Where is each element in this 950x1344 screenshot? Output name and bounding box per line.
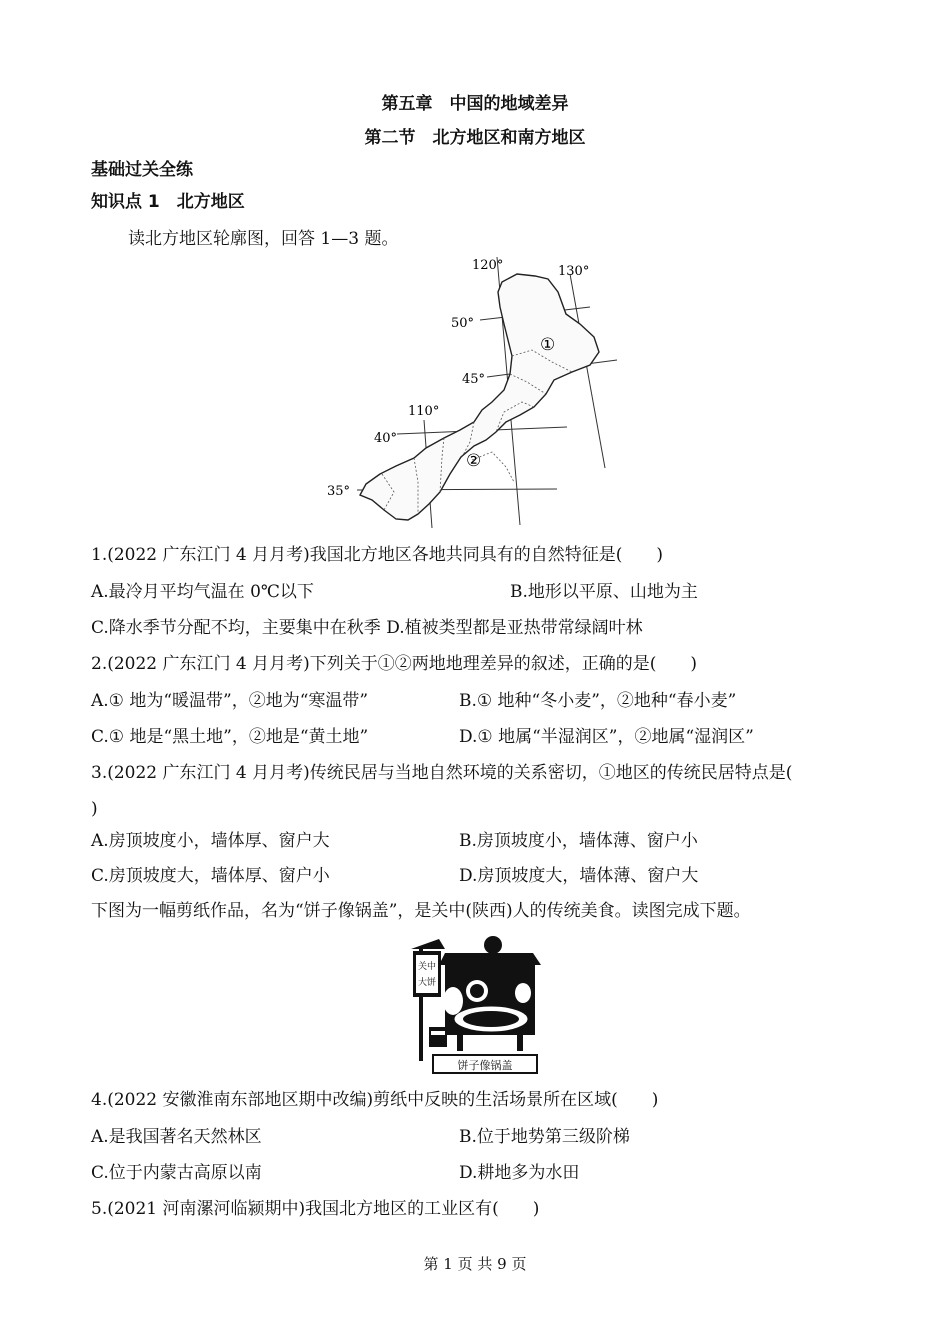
page-footer: 第 1 页 共 9 页 [423,1255,527,1273]
question-3-option-d: D.房顶坡度大，墙体薄、窗户大 [459,866,699,886]
question-3-option-b: B.房顶坡度小，墙体薄、窗户小 [459,831,698,851]
question-2-option-b: B.① 地种“冬小麦”，②地种“春小麦” [459,691,737,711]
papercut-intro: 下图为一幅剪纸作品，名为“饼子像锅盖”，是关中(陕西)人的传统美食。读图完成下题。 [91,901,751,921]
question-4-option-b: B.位于地势第三级阶梯 [459,1127,630,1147]
label-130-deg: 130° [558,264,590,279]
section-title: 第二节 北方地区和南方地区 [364,128,586,148]
question-4-stem: 4.(2022 安徽淮南东部地区期中改编)剪纸中反映的生活场景所在区域( ) [91,1090,659,1110]
region-1-label: ① [540,335,556,355]
region-2-label: ② [466,451,482,471]
map-intro: 读北方地区轮廓图，回答 1—3 题。 [128,229,399,249]
papercut-sign-text: 关中 [417,962,437,972]
question-2-option-d: D.① 地属“半湿润区”，②地属“湿润区” [459,727,754,747]
question-2-option-a: A.① 地为“暖温带”，②地为“寒温带” [91,691,369,711]
question-2-stem: 2.(2022 广东江门 4 月月考)下列关于①②两地地理差异的叙述，正确的是( ) [91,654,698,674]
question-5-stem: 5.(2021 河南漯河临颍期中)我国北方地区的工业区有( ) [91,1199,540,1219]
question-1-option-cd: C.降水季节分配不均，主要集中在秋季 D.植被类型都是亚热带常绿阔叶林 [91,618,643,638]
question-2-option-c: C.① 地是“黑土地”，②地是“黄土地” [91,727,369,747]
svg-text:大饼: 大饼 [417,978,437,988]
north-china-outline-map [322,252,622,532]
label-110-deg: 110° [408,404,440,419]
label-120-deg: 120° [472,258,504,273]
label-40-deg: 40° [374,431,398,446]
question-1-option-b: B.地形以平原、山地为主 [510,582,698,602]
question-4-option-c: C.位于内蒙古高原以南 [91,1163,262,1183]
question-1-option-a: A.最冷月平均气温在 0℃以下 [91,582,314,602]
question-3-option-a: A.房顶坡度小，墙体厚、窗户大 [91,831,330,851]
label-35-deg: 35° [327,484,351,499]
question-4-option-d: D.耕地多为水田 [459,1163,580,1183]
question-3-stem: 3.(2022 广东江门 4 月月考)传统民居与当地自然环境的关系密切，①地区的传统民居特点是( [91,763,793,783]
north-region-outline [360,274,599,520]
label-45-deg: 45° [462,372,486,387]
question-3-stem-cont: ) [91,799,98,819]
question-3-option-c: C.房顶坡度大，墙体厚、窗户小 [91,866,330,886]
question-4-option-a: A.是我国著名天然林区 [91,1127,262,1147]
practice-heading: 基础过关全练 [91,160,193,180]
question-1-stem: 1.(2022 广东江门 4 月月考)我国北方地区各地共同具有的自然特征是( ) [91,545,664,565]
papercut-illustration [405,931,545,1076]
label-50-deg: 50° [451,316,475,331]
papercut-caption: 饼子像锅盖 [457,1059,513,1072]
knowledge-point-heading: 知识点 1 北方地区 [91,192,245,212]
chapter-title: 第五章 中国的地域差异 [381,94,569,114]
